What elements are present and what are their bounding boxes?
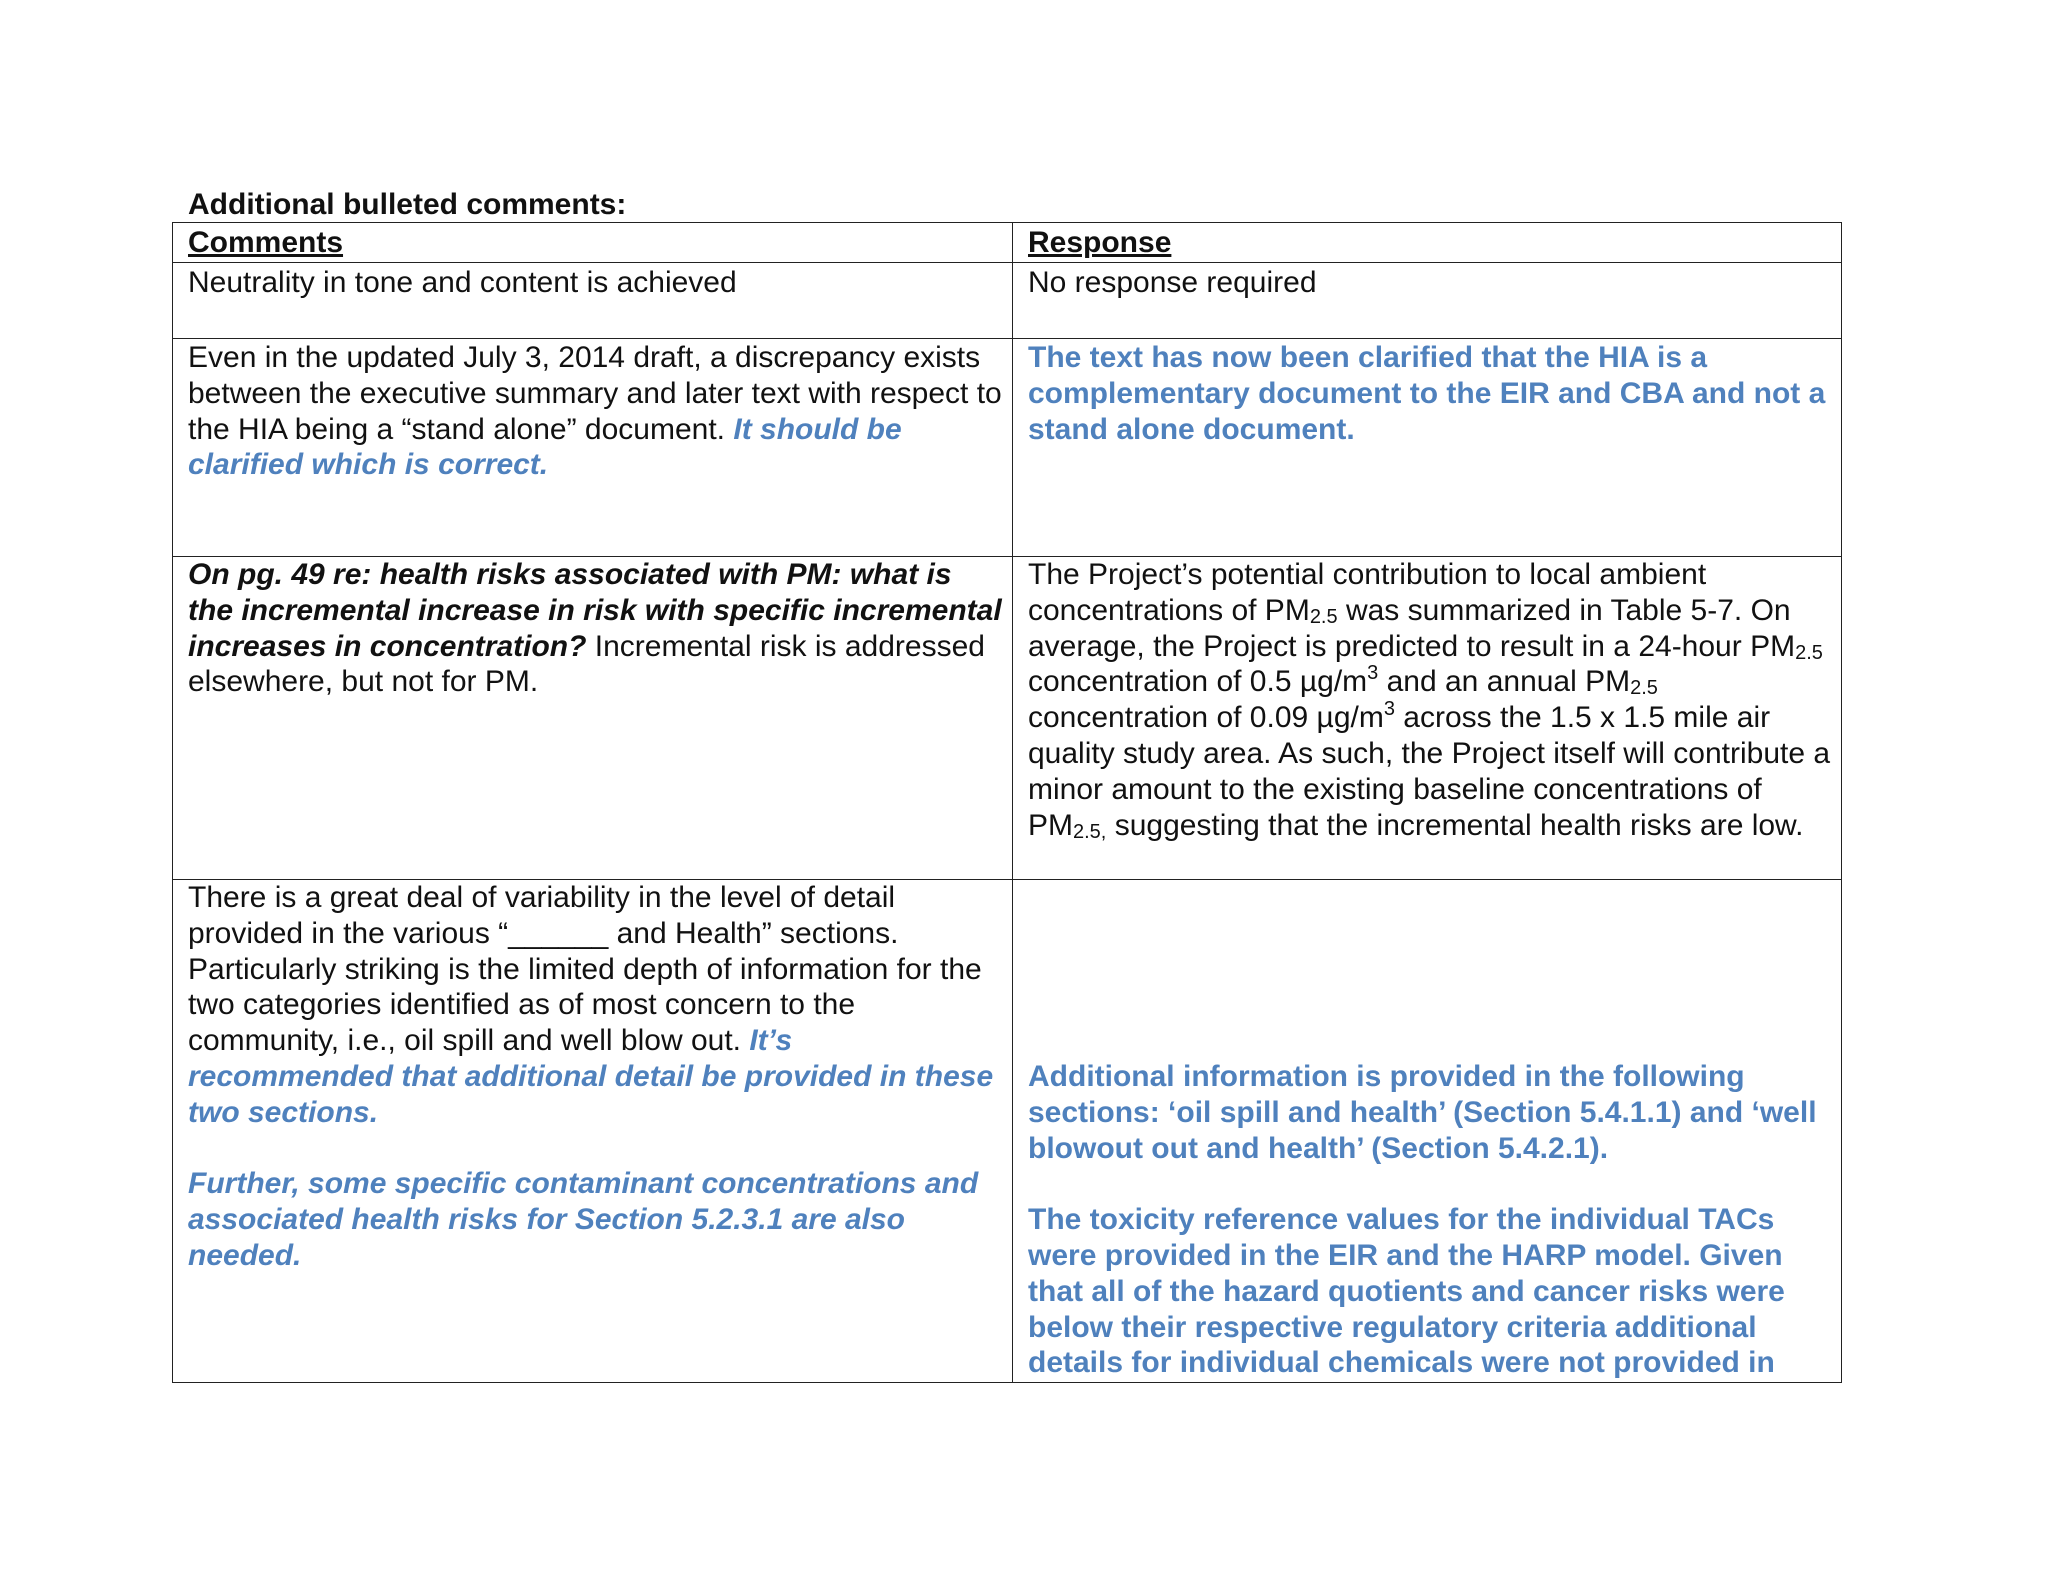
table-row bbox=[173, 880, 1842, 1383]
pm-subscript: 2.5 bbox=[1309, 605, 1338, 628]
response-cell bbox=[1013, 263, 1842, 339]
page-heading: Additional bulleted comments: bbox=[188, 188, 627, 221]
response-text-2: was summarized in Table 5-7. On average, the Project is predicted to result in a 24-hour PM bbox=[1028, 593, 1796, 663]
comments-header-label: Comments bbox=[188, 226, 344, 259]
response-text-4: and an annual PM bbox=[1378, 665, 1631, 699]
comment-cell bbox=[173, 557, 1013, 880]
comment-highlight-2: Further, some specific contaminant concentrations and associated health risks for Section 5.2.3.1 are also needed. bbox=[188, 1167, 979, 1272]
cubic-superscript: 3 bbox=[1383, 698, 1395, 721]
comment-text: Incremental risk is addressed elsewhere, but not for PM. bbox=[188, 629, 985, 699]
response-text-6: across the 1.5 x 1.5 mile air quality study area. As such, the Project itself will contribute a minor amount to the existing baseline concentrations of PM bbox=[1028, 701, 1831, 842]
table-row bbox=[173, 263, 1842, 339]
response-cell bbox=[1013, 557, 1842, 880]
response-text: Additional information is provided in the following sections: ‘oil spill and health’ (Section 5.4.1.1) and ‘well blowout out and health’ (Section 5.4.2.1). bbox=[1028, 1060, 1817, 1165]
comment-text: Even in the updated July 3, 2014 draft, a discrepancy exists between the executive summary and later text with respect to the HIA being a “stand alone” document. bbox=[188, 341, 1002, 446]
response-text-7: suggesting that the incremental health risks are low. bbox=[1106, 808, 1804, 842]
comment-text: There is a great deal of variability in the level of detail provided in the various “______ and Health” sections. Particularly striking is the limited depth of information for the two categories identified as of most concern to the community, i.e., oil spill and well blow out. bbox=[188, 881, 982, 1058]
comment-cell bbox=[173, 339, 1013, 557]
response-cell bbox=[1013, 339, 1842, 557]
response-header-label: Response bbox=[1028, 226, 1172, 259]
table-header-row bbox=[173, 223, 1842, 263]
response-text: No response required bbox=[1028, 266, 1317, 299]
comments-header bbox=[173, 223, 1013, 263]
response-cell bbox=[1013, 880, 1842, 1383]
response-text: The text has now been clarified that the HIA is a complementary document to the EIR and CBA and not a stand alone document. bbox=[1028, 341, 1826, 446]
response-text-2: The toxicity reference values for the individual TACs were provided in the EIR and the HARP model. Given that all of the hazard quotients and cancer risks were below their respective regulatory criteria additional details for individual chemicals were not provided in bbox=[1028, 1203, 1785, 1380]
comments-table bbox=[172, 222, 1842, 1383]
response-text-3: concentration of 0.5 µg/m bbox=[1028, 665, 1368, 699]
comment-highlight: It’s recommended that additional detail be provided in these two sections. bbox=[188, 1024, 994, 1129]
comment-text: Neutrality in tone and content is achieved bbox=[188, 266, 737, 299]
pm-subscript: 2.5, bbox=[1073, 820, 1107, 843]
table-row bbox=[173, 339, 1842, 557]
response-text-5: concentration of 0.09 µg/m bbox=[1028, 701, 1384, 735]
response-header bbox=[1013, 223, 1842, 263]
table-row bbox=[173, 557, 1842, 880]
comment-cell bbox=[173, 880, 1013, 1383]
comment-question: On pg. 49 re: health risks associated with PM: what is the incremental increase in risk with specific incremental increases in concentration? bbox=[188, 558, 1002, 663]
pm-subscript: 2.5 bbox=[1630, 677, 1658, 700]
response-text-1: The Project’s potential contribution to local ambient concentrations of PM bbox=[1028, 558, 1707, 627]
pm-subscript: 2.5 bbox=[1795, 641, 1823, 664]
cubic-superscript: 3 bbox=[1367, 662, 1379, 685]
comment-highlight: It should be clarified which is correct. bbox=[188, 412, 902, 482]
comment-cell bbox=[173, 263, 1013, 339]
